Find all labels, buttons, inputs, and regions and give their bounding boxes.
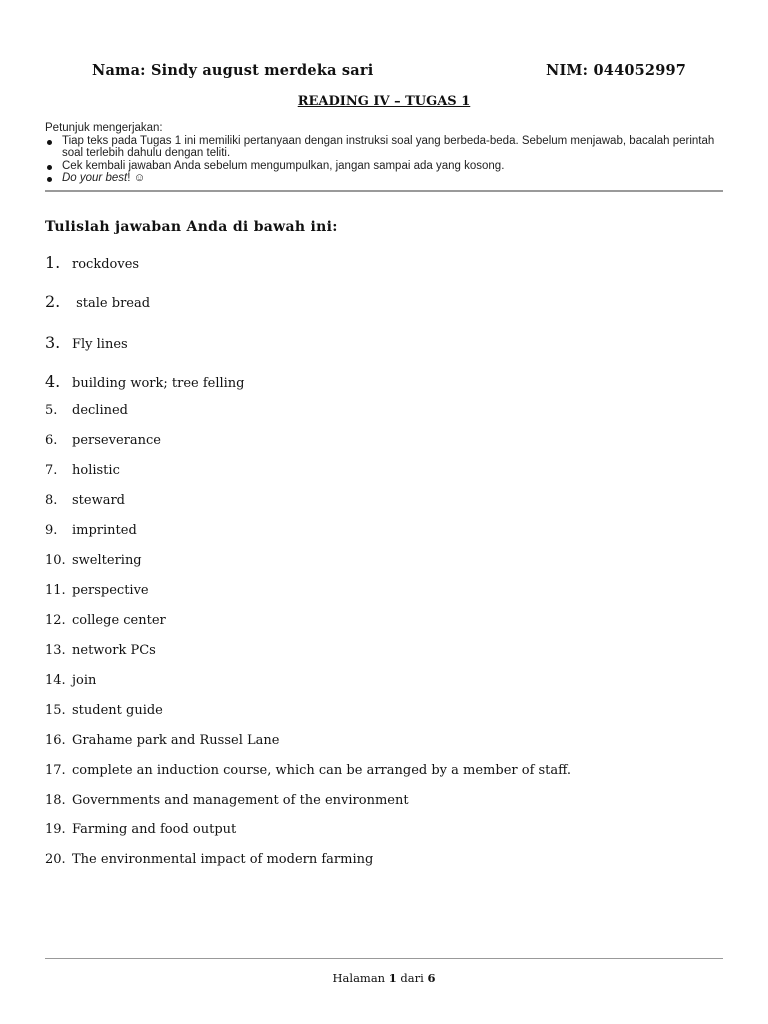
answer-number: 8.	[45, 493, 58, 508]
answer-number: 2.	[45, 292, 61, 311]
answer-number: 11.	[45, 583, 66, 598]
answer-item	[45, 433, 161, 448]
answer-text: complete an induction course, which can be arranged by a member of staff.	[72, 763, 572, 778]
answer-text: sweltering	[72, 553, 142, 568]
instructions-intro: Petunjuk mengerjakan:	[45, 122, 163, 134]
instructions-block	[45, 122, 725, 185]
answer-number: 20.	[45, 852, 66, 867]
answer-item	[45, 463, 120, 478]
answer-text: perspective	[72, 583, 149, 598]
instruction-item: Cek kembali jawaban Anda sebelum mengumpulkan, jangan sampai ada yang kosong.	[45, 160, 725, 173]
answer-number: 7.	[45, 463, 58, 478]
footer-middle: dari	[396, 971, 428, 985]
answer-item	[45, 253, 139, 272]
header-divider	[45, 190, 723, 192]
answer-text: The environmental impact of modern farming	[72, 852, 374, 867]
answer-item	[45, 553, 142, 568]
answer-item	[45, 583, 149, 598]
best-suffix: ! ☺	[127, 172, 146, 184]
student-nim: NIM: 044052997	[546, 62, 687, 79]
answer-number: 4.	[45, 372, 61, 391]
footer-divider	[45, 958, 723, 959]
answer-text: declined	[72, 403, 128, 418]
answer-number: 14.	[45, 673, 66, 688]
answer-number: 1.	[45, 253, 61, 272]
answer-text: join	[72, 673, 97, 688]
answer-text: building work; tree felling	[72, 376, 245, 391]
footer-page-number: 1	[388, 971, 397, 985]
answer-item	[45, 403, 128, 418]
answer-number: 17.	[45, 763, 66, 778]
answer-item	[45, 763, 571, 778]
answer-number: 16.	[45, 733, 66, 748]
answer-item	[45, 523, 137, 538]
footer-page-total: 6	[427, 971, 436, 985]
answer-text: Fly lines	[72, 337, 128, 352]
answer-text: steward	[72, 493, 126, 508]
answer-number: 5.	[45, 403, 58, 418]
answer-item	[45, 822, 236, 837]
answer-text: rockdoves	[72, 257, 140, 272]
answer-number: 10.	[45, 553, 66, 568]
answer-text: Farming and food output	[72, 822, 237, 837]
answer-text: network PCs	[72, 643, 156, 658]
instruction-item: Tiap teks pada Tugas 1 ini memiliki pertanyaan dengan instruksi soal yang berbeda-beda. Sebelum menjawab, bacalah perintah soal terlebih dahulu dengan teliti.	[45, 135, 725, 160]
answer-number: 13.	[45, 643, 66, 658]
answer-item	[45, 852, 373, 867]
answer-text: holistic	[72, 463, 120, 478]
student-name: Nama: Sindy august merdeka sari	[92, 62, 374, 79]
best-italic: Do your best	[62, 172, 128, 184]
answer-item	[45, 643, 156, 658]
answer-number: 9.	[45, 523, 58, 538]
footer-prefix: Halaman	[332, 971, 389, 985]
page-footer	[0, 971, 768, 985]
answer-number: 3.	[45, 333, 61, 352]
answer-prompt: Tulislah jawaban Anda di bawah ini:	[45, 219, 338, 235]
answer-text: college center	[72, 613, 166, 628]
answer-item	[45, 793, 409, 808]
answer-item	[45, 333, 128, 352]
answer-item	[45, 733, 279, 748]
answer-text: stale bread	[72, 296, 151, 311]
answer-number: 12.	[45, 613, 66, 628]
instructions-list	[45, 135, 725, 185]
answer-item	[45, 372, 245, 391]
answer-text: Grahame park and Russel Lane	[72, 733, 280, 748]
answer-text: perseverance	[72, 433, 161, 448]
answer-item	[45, 673, 96, 688]
answer-number: 19.	[45, 822, 66, 837]
answer-text: Governments and management of the environment	[72, 793, 409, 808]
answer-item	[45, 703, 163, 718]
answer-number: 18.	[45, 793, 66, 808]
document-title: READING IV – TUGAS 1	[297, 94, 471, 109]
answer-item	[45, 493, 125, 508]
answer-text: imprinted	[72, 523, 137, 538]
instruction-item-best	[45, 172, 725, 185]
answer-item	[45, 613, 166, 628]
answer-item	[45, 292, 150, 311]
answer-number: 6.	[45, 433, 58, 448]
answer-number: 15.	[45, 703, 66, 718]
answer-text: student guide	[72, 703, 163, 718]
